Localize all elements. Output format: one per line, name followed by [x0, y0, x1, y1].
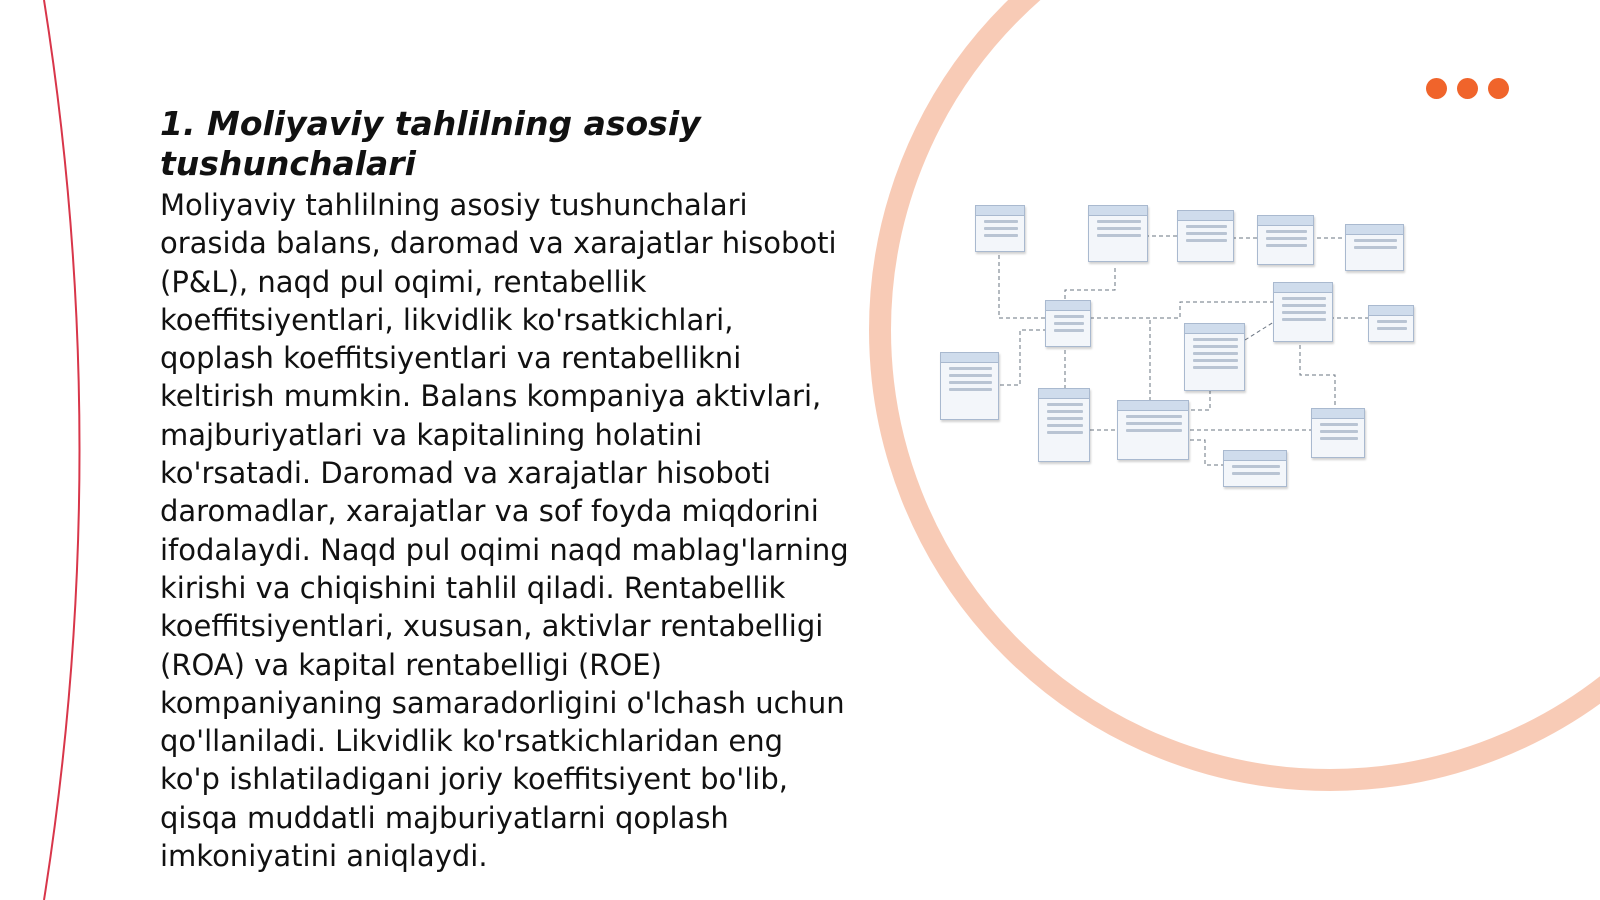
more-options-dots-icon [1426, 78, 1509, 99]
diagram-table [1177, 210, 1234, 262]
dot-icon [1457, 78, 1478, 99]
diagram-table [1223, 450, 1287, 487]
diagram-table [1345, 224, 1404, 271]
diagram-table [1088, 205, 1148, 262]
diagram-table [1038, 388, 1090, 462]
diagram-table [1184, 323, 1245, 391]
dot-icon [1426, 78, 1447, 99]
slide-body-text: Moliyaviy tahlilning asosiy tushunchalari orasida balans, daromad va xarajatlar hisoboti (P&L), naqd pul oqimi, rentabellik koeffitsiyentlari, likvidlik ko'rsatkichlari, qoplash koeffitsiyentlari va rentabellikni keltirish mumkin. Balans kompaniya aktivlari, majburiyatlari va kapitalining holatini ko'rsatadi. Daromad va xarajatlar hisoboti daromadlar, xarajatlar va sof foyda miqdorini ifodalaydi. Naqd pul oqimi naqd mablag'larning kirishi va chiqishini tahlil qiladi. Rentabellik koeffitsiyentlari, xususan, aktivlar rentabelligi (ROA) va kapital rentabelligi (ROE) kompaniyaning samaradorligini o'lchash uchun qo'llaniladi. Likvidlik ko'rsatkichlaridan eng ko'p ishlatiladigani joriy koeffitsiyent bo'lib, qisqa muddatli majburiyatlarni qoplash imkoniyatini aniqlaydi. [160, 188, 849, 874]
diagram-table [1273, 282, 1333, 342]
dot-icon [1488, 78, 1509, 99]
diagram-table [1311, 408, 1365, 458]
diagram-table [1257, 215, 1314, 265]
database-schema-diagram [955, 200, 1445, 510]
diagram-table [1368, 305, 1414, 342]
diagram-table [940, 352, 999, 420]
left-accent-line [44, 0, 80, 900]
slide-title: 1. Moliyaviy tahlilning asosiy tushunchalari [160, 104, 701, 183]
diagram-table [1045, 300, 1091, 347]
diagram-table [975, 205, 1025, 252]
diagram-table [1117, 400, 1189, 460]
